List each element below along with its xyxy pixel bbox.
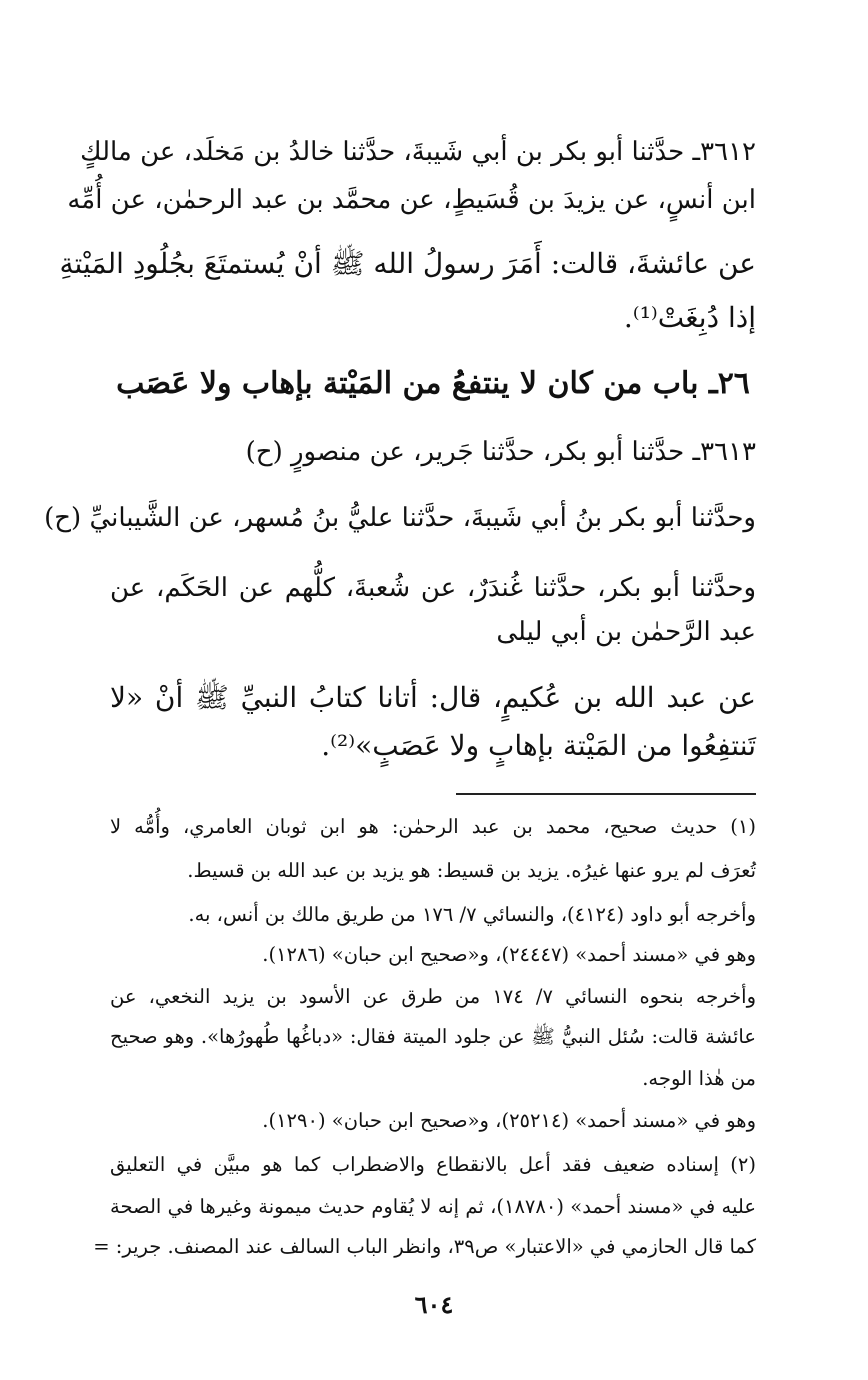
chapter-heading: ٢٦ـ باب من كان لا ينتفعُ من المَيْتة بإهاب ولا عَصَب: [116, 366, 750, 401]
footnote-1-line-3: وأخرجه أبو داود (٤١٢٤)، والنسائي ٧/ ١٧٦ من طريق مالك بن أنس، به.: [188, 903, 756, 926]
page-number: ٦٠٤: [414, 1290, 454, 1319]
footnote-separator: [456, 793, 756, 795]
hadith-3613-line-3: وحدَّثنا أبو بكر، حدَّثنا غُندَرٌ، عن شُعبةَ، كلُّهم عن الحَكَم، عن: [110, 573, 756, 603]
footnote-1-line-2: تُعرَف لم يرو عنها غيرُه. يزيد بن قسيط: هو يزيد بن عبد الله بن قسيط.: [187, 859, 756, 882]
footnote-1-line-6: عائشة قالت: سُئل النبيُّ ﷺ عن جلود الميتة فقال: «دباغُها طُهورُها». وهو صحيح: [110, 1025, 756, 1048]
hadith-3613-matn-line-2: تَنتفِعُوا من المَيْتة بإهابٍ ولا عَصَبٍ»⁽²⁾.: [321, 729, 756, 762]
footnote-2-line-2: عليه في «مسند أحمد» (١٨٧٨٠)، ثم إنه لا يُقاوم حديث ميمونة وغيرها في الصحة: [110, 1195, 756, 1218]
footnote-2-line-1: (٢) إسناده ضعيف فقد أعل بالانقطاع والاضطراب كما هو مبيَّن في التعليق: [110, 1153, 756, 1176]
hadith-3612-line-2: ابن أنسٍ، عن يزيدَ بن قُسَيطٍ، عن محمَّد بن عبد الرحمٰن، عن أُمِّه: [67, 185, 756, 215]
hadith-3613-matn-line-1: عن عبد الله بن عُكيمٍ، قال: أتانا كتابُ النبيِّ ﷺ أنْ «لا: [110, 681, 756, 714]
hadith-3613-line-1: ٣٦١٣ـ حدَّثنا أبو بكر، حدَّثنا جَرير، عن منصورٍ (ح): [245, 437, 756, 467]
hadith-3612-matn-line-1: عن عائشةَ، قالت: أَمَرَ رسولُ الله ﷺ أنْ يُستمتَعَ بجُلُودِ المَيْتةِ: [59, 247, 756, 280]
footnote-1-line-4: وهو في «مسند أحمد» (٢٤٤٤٧)، و«صحيح ابن حبان» (١٢٨٦).: [262, 943, 756, 966]
footnote-2-line-3: كما قال الحازمي في «الاعتبار» ص٣٩، وانظر الباب السالف عند المصنف. جرير: =: [93, 1235, 756, 1258]
footnote-1-line-7: من هٰذا الوجه.: [642, 1067, 756, 1090]
hadith-3613-line-2: وحدَّثنا أبو بكر بنُ أبي شَيبةَ، حدَّثنا عليُّ بنُ مُسهر، عن الشَّيبانيِّ (ح): [44, 503, 756, 533]
hadith-3612-line-1: ٣٦١٢ـ حدَّثنا أبو بكر بن أبي شَيبةَ، حدَّثنا خالدُ بن مَخلَد، عن مالكٍ: [80, 137, 756, 167]
hadith-3613-line-4: عبد الرَّحمٰن بن أبي ليلى: [496, 617, 756, 647]
hadith-3612-matn-line-2: إذا دُبِغَتْ⁽¹⁾.: [623, 301, 756, 334]
footnote-1-line-1: (١) حديث صحيح، محمد بن عبد الرحمٰن: هو ابن ثوبان العامري، وأُمُّه لا: [110, 815, 756, 838]
footnote-1-line-8: وهو في «مسند أحمد» (٢٥٢١٤)، و«صحيح ابن حبان» (١٢٩٠).: [262, 1109, 756, 1132]
footnote-1-line-5: وأخرجه بنحوه النسائي ٧/ ١٧٤ من طرق عن الأسود بن يزيد النخعي، عن: [110, 985, 756, 1008]
